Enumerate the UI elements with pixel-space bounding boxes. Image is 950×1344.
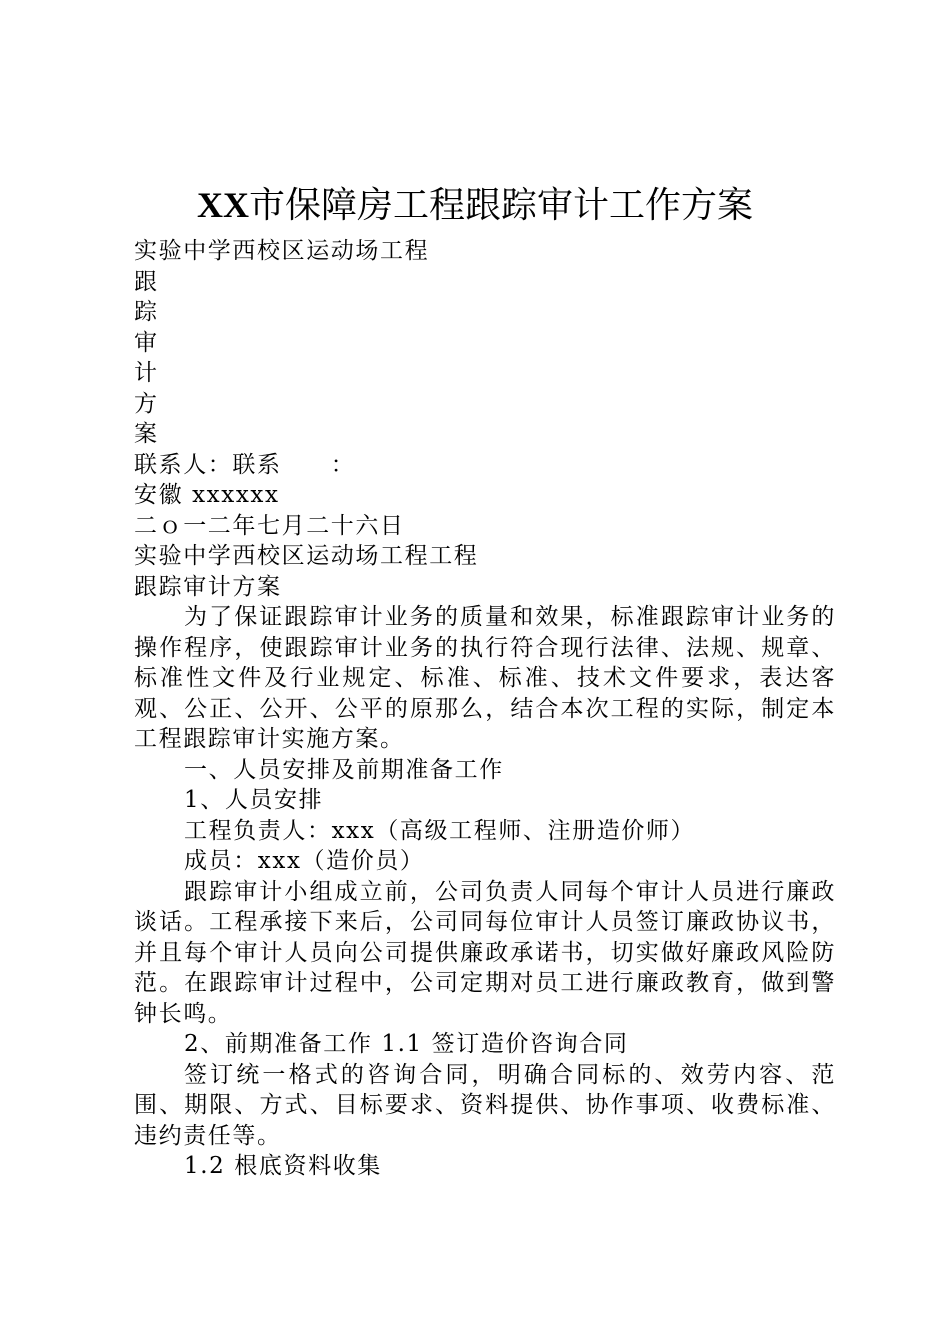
heading-project: 实验中学西校区运动场工程工程 [134, 543, 479, 569]
intro-paragraph: 为了保证跟踪审计业务的质量和效果，标准跟踪审计业务的操作程序，使跟踪审计业务的执行符合现行法律、法规、规章、标准性文件及行业规定、标准、标准、技术文件要求，表达客观、公正、公开、公平的原那么，结合本次工程的实际，制定本工程跟踪审计实施方案。 [134, 604, 836, 752]
cover-vertical-char: 跟 [134, 268, 159, 295]
heading-plan: 跟踪审计方案 [134, 573, 282, 600]
project-lead: 工程负责人：xxx（高级工程师、注册造价师） [184, 817, 696, 844]
subsection-heading: 2、前期准备工作 1.1 签订造价咨询合同 [184, 1031, 629, 1057]
team-member: 成员：xxx（造价员） [184, 848, 425, 874]
document-body [134, 236, 836, 1182]
title-prefix: XX [196, 185, 249, 225]
title-text: 市保障房工程跟踪审计工作方案 [248, 185, 753, 226]
subsection-heading: 1、人员安排 [184, 787, 324, 813]
integrity-paragraph: 跟踪审计小组成立前，公司负责人同每个审计人员进行廉政谈话。工程承接下来后，公司同每位审计人员签订廉政协议书，并且每个审计人员向公司提供廉政承诺书，切实做好廉政风险防范。在跟踪审计过程中，公司定期对员工进行廉政教育，做到警钟长鸣。 [134, 878, 836, 1027]
subsection-heading: 1.2 根底资料收集 [184, 1153, 382, 1179]
cover-company: 安徽 xxxxxx [134, 482, 280, 508]
section-heading: 一、人员安排及前期准备工作 [184, 756, 504, 783]
cover-contact-line: 联系人：联系 ： [134, 451, 356, 478]
cover-vertical-char: 踪 [134, 299, 159, 325]
contract-paragraph: 签订统一格式的咨询合同，明确合同标的、效劳内容、范围、期限、方式、目标要求、资料提供、协作事项、收费标准、违约责任等。 [134, 1061, 836, 1149]
cover-vertical-char: 案 [134, 421, 159, 447]
cover-vertical-char: 方 [134, 390, 159, 417]
document-title [0, 180, 950, 231]
cover-vertical-char: 审 [134, 329, 159, 356]
cover-project-name: 实验中学西校区运动场工程 [134, 238, 430, 264]
cover-date: 二ｏ一二年七月二十六日 [134, 512, 405, 539]
cover-vertical-char: 计 [134, 360, 159, 386]
